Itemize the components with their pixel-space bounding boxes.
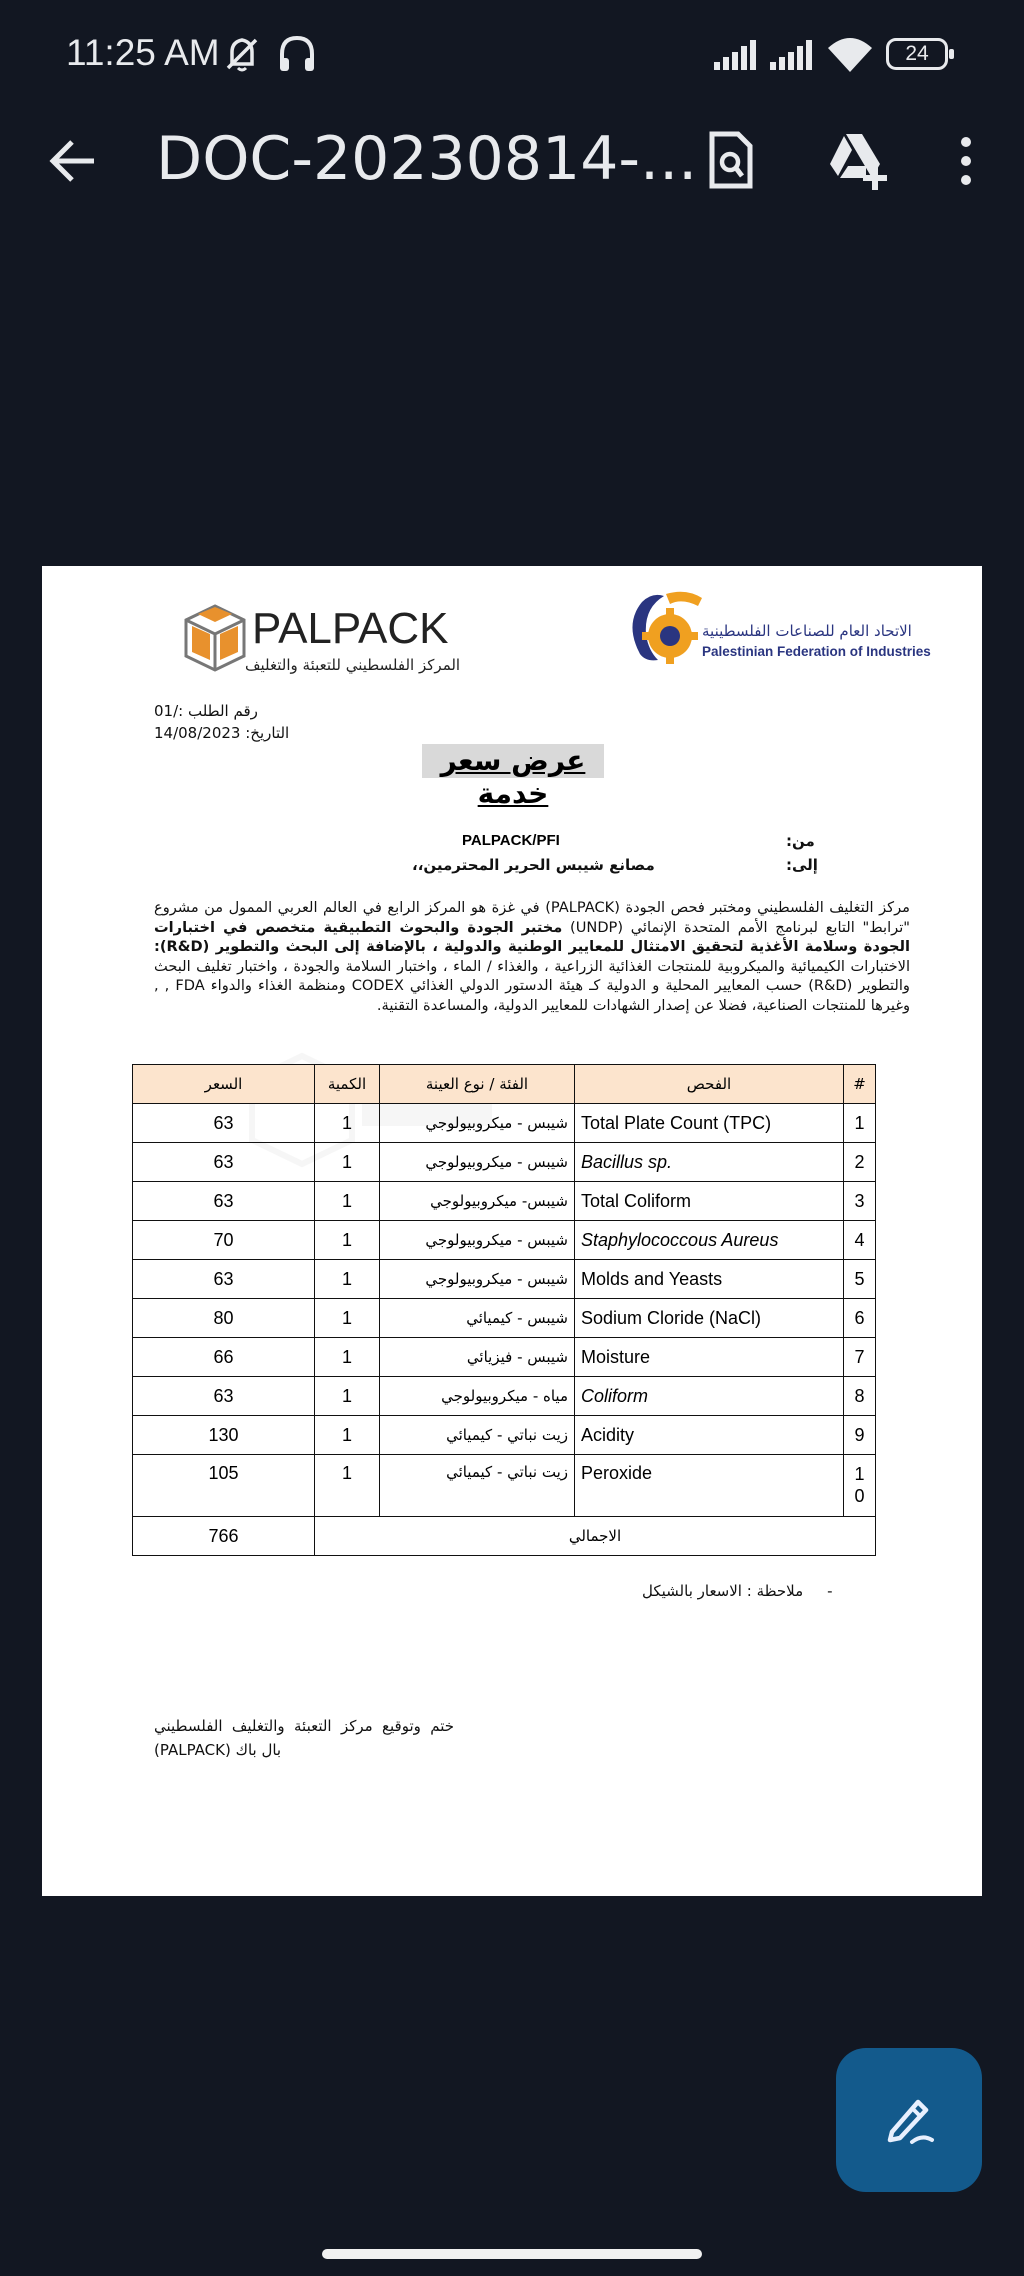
signal-icon [770, 40, 814, 72]
row-price: 105 [133, 1455, 315, 1517]
row-number: 9 [844, 1416, 876, 1455]
row-category: شيبس - فيزيائي [380, 1338, 575, 1377]
row-category: مياه - ميكروبيولوجي [380, 1377, 575, 1416]
table-row [133, 1455, 876, 1517]
row-test: Acidity [575, 1416, 844, 1455]
pfi-emblem-icon [620, 584, 704, 676]
row-price: 63 [133, 1143, 315, 1182]
intro-text-bold: مختبر الجودة والبحوث التطبيقية متخصص في اختبارات الجودة وسلامة الأغذية لتحقيق الامتثال للمعايير الوطنية والدولية ، بالإضافة إلى البحث والتطوير (R&D): [154, 918, 910, 955]
price-table [132, 1064, 876, 1556]
to-value: مصانع شيبس الحرير المحترمين،، [412, 856, 655, 874]
row-price: 63 [133, 1377, 315, 1416]
row-number: 4 [844, 1221, 876, 1260]
table-row [133, 1143, 876, 1182]
row-test: Sodium Cloride (NaCl) [575, 1299, 844, 1338]
add-to-drive-icon[interactable] [826, 130, 890, 190]
palpack-subtitle: المركز الفلسطيني للتعبئة والتغليف [245, 656, 461, 674]
intro-text-1: مركز التغليف الفلسطيني ومختبر فحص الجودة (PALPACK) في غزة هو المركز الرابع في العالم العربي الممول من مشروع "ترابط" التابع لبرنامج الأمم المتحدة الإنمائي (UNDP) [154, 899, 910, 936]
row-quantity: 1 [315, 1416, 380, 1455]
pfi-english-name: Palestinian Federation of Industries [702, 644, 931, 659]
total-row [133, 1517, 876, 1556]
pfi-logo [620, 584, 950, 684]
back-arrow-icon[interactable] [48, 136, 98, 186]
row-price: 66 [133, 1338, 315, 1377]
table-row [133, 1416, 876, 1455]
row-quantity: 1 [315, 1299, 380, 1338]
table-row [133, 1338, 876, 1377]
row-category: شيبس - ميكروبيولوجي [380, 1221, 575, 1260]
row-number: 10 [844, 1455, 876, 1517]
row-price: 130 [133, 1416, 315, 1455]
row-price: 80 [133, 1299, 315, 1338]
header-quantity: الكمية [315, 1065, 380, 1104]
row-category: شيبس - كيميائي [380, 1299, 575, 1338]
row-price: 63 [133, 1104, 315, 1143]
more-vert-icon[interactable] [958, 136, 974, 186]
table-row [133, 1377, 876, 1416]
pfi-arabic-name: الاتحاد العام للصناعات الفلسطينية [702, 622, 912, 640]
row-test: Coliform [575, 1377, 844, 1416]
table-row [133, 1182, 876, 1221]
header-number: # [844, 1065, 876, 1104]
row-quantity: 1 [315, 1221, 380, 1260]
row-quantity: 1 [315, 1260, 380, 1299]
battery-icon [886, 38, 948, 70]
row-number: 3 [844, 1182, 876, 1221]
document-page [42, 566, 982, 1896]
row-quantity: 1 [315, 1455, 380, 1517]
price-note [642, 1582, 833, 1600]
row-number: 2 [844, 1143, 876, 1182]
note-bullet: - [827, 1582, 833, 1600]
row-quantity: 1 [315, 1143, 380, 1182]
edit-pen-icon [882, 2092, 938, 2148]
do-not-disturb-icon [222, 34, 266, 74]
document-title: DOC-20230814-... [156, 124, 698, 194]
edit-fab-button[interactable] [836, 2048, 982, 2192]
signal-icon [714, 40, 758, 72]
palpack-box-icon [180, 602, 250, 674]
table-row [133, 1221, 876, 1260]
row-number: 8 [844, 1377, 876, 1416]
row-quantity: 1 [315, 1104, 380, 1143]
status-bar [0, 0, 1024, 110]
from-label: من: [786, 832, 815, 850]
intro-paragraph [154, 898, 910, 1015]
row-number: 6 [844, 1299, 876, 1338]
row-category: زيت نباتي - كيميائي [380, 1455, 575, 1517]
row-category: زيت نباتي - كيميائي [380, 1416, 575, 1455]
row-category: شيبس - ميكروبيولوجي [380, 1104, 575, 1143]
row-test: Total Coliform [575, 1182, 844, 1221]
note-text: ملاحظة : الاسعار بالشيكل [642, 1582, 804, 1600]
total-value: 766 [133, 1517, 315, 1556]
home-indicator[interactable] [322, 2249, 702, 2259]
palpack-logo [180, 596, 460, 686]
header-test: الفحص [575, 1065, 844, 1104]
row-test: Peroxide [575, 1455, 844, 1517]
intro-text-2: الاختبارات الكيميائية والميكروبية للمنتجات الغذائية الزراعية ، والغذاء / الماء ، واختبار السلامة والجودة ، واختبار تغليف البحث والتطوير (R&D) حسب المعايير المحلية و الدولية كـ هيئة الدستور الدولي الغذائي CODEX ومنظمة الغذاء والدواء FDA , , وغيرها للمنتجات الصناعية، فضلا عن إصدار الشهادات للمعايير الدولية، والمساعدة التقنية. [154, 957, 910, 1014]
row-quantity: 1 [315, 1182, 380, 1221]
row-number: 1 [844, 1104, 876, 1143]
stamp-signature-line: ختم وتوقيع مركز التعبئة والتغليف الفلسطيني بال باك (PALPACK) [154, 1717, 454, 1759]
row-category: شيبس - ميكروبيولوجي [380, 1260, 575, 1299]
row-price: 63 [133, 1260, 315, 1299]
table-row [133, 1260, 876, 1299]
row-test: Bacillus sp. [575, 1143, 844, 1182]
row-test: Molds and Yeasts [575, 1260, 844, 1299]
battery-level: 24 [905, 42, 929, 65]
row-category: شيبس - ميكروبيولوجي [380, 1143, 575, 1182]
row-quantity: 1 [315, 1338, 380, 1377]
search-document-icon[interactable] [706, 130, 756, 190]
row-price: 70 [133, 1221, 315, 1260]
status-time: 11:25 AM [66, 32, 220, 73]
palpack-wordmark: PALPACK [252, 604, 449, 653]
header-price: السعر [133, 1065, 315, 1104]
table-row [133, 1299, 876, 1338]
date-line: التاريخ: 14/08/2023 [154, 724, 290, 742]
row-category: شيبس- ميكروبيولوجي [380, 1182, 575, 1221]
wifi-icon [826, 36, 874, 74]
request-number: رقم الطلب :/01 [154, 702, 258, 720]
row-test: Staphylococcous Aureus [575, 1221, 844, 1260]
from-value: PALPACK/PFI [462, 832, 560, 849]
row-number: 5 [844, 1260, 876, 1299]
row-test: Total Plate Count (TPC) [575, 1104, 844, 1143]
to-label: إلى: [786, 856, 818, 874]
table-row [133, 1104, 876, 1143]
row-quantity: 1 [315, 1377, 380, 1416]
headset-icon [276, 34, 318, 74]
row-number: 7 [844, 1338, 876, 1377]
table-header-row [133, 1065, 876, 1104]
document-heading: عرض سعر خدمة [422, 744, 604, 778]
header-category: الفئة / نوع العينة [380, 1065, 575, 1104]
row-price: 63 [133, 1182, 315, 1221]
row-test: Moisture [575, 1338, 844, 1377]
total-label: الاجمالي [315, 1517, 876, 1556]
